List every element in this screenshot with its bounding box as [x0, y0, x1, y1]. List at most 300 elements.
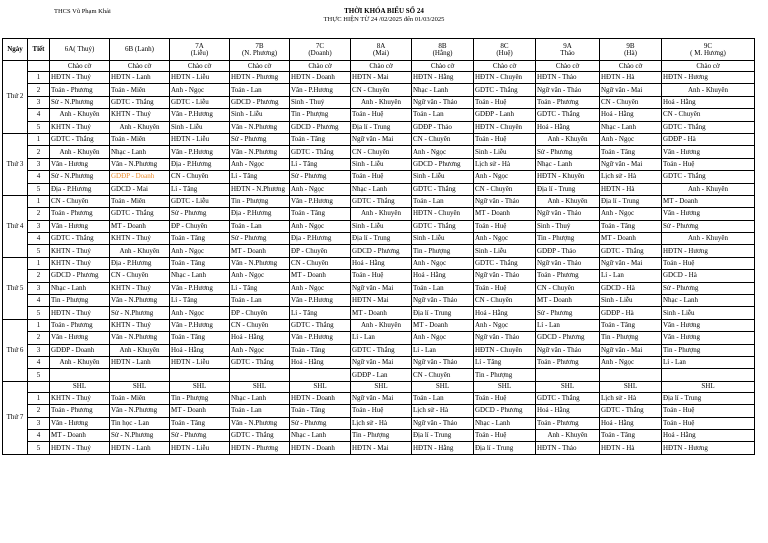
lesson-cell: HĐTN - Phương	[230, 442, 290, 454]
lesson-cell: Anh - Khuyên	[110, 344, 170, 356]
period-row	[3, 121, 755, 133]
lesson-cell: HĐTN - Mai	[351, 442, 412, 454]
lesson-cell: Ngữ văn - Thảo	[536, 344, 600, 356]
lesson-cell: Lí - Tăng	[474, 356, 536, 368]
lesson-cell: HĐTN - Hà	[600, 72, 662, 84]
lesson-cell: Lí - Lan	[536, 319, 600, 331]
lesson-cell: GDTC - Thắng	[110, 208, 170, 220]
period-number: 3	[28, 344, 50, 356]
lesson-cell: Lí - Lan	[662, 356, 755, 368]
shl-cell: SHL	[351, 381, 412, 392]
lesson-cell: Văn - Hương	[50, 220, 110, 232]
header-class: 8B (Hằng)	[412, 39, 474, 61]
period-row	[3, 171, 755, 183]
shl-cell: SHL	[170, 381, 230, 392]
lesson-cell: MT - Doanh	[351, 307, 412, 319]
lesson-cell: Văn - P.Hương	[290, 195, 351, 207]
lesson-cell: CN - Chuyên	[474, 295, 536, 307]
lesson-cell: Lịch sử - Hà	[600, 392, 662, 404]
lesson-cell: Anh - Khuyên	[110, 245, 170, 257]
lesson-cell: GDCD - Hà	[600, 282, 662, 294]
lesson-cell: Anh - Khuyên	[50, 356, 110, 368]
period-number: 2	[28, 270, 50, 282]
lesson-cell: Toán - Phương	[536, 417, 600, 429]
lesson-cell: Toán - Tăng	[600, 429, 662, 441]
lesson-cell: ĐP - Chuyên	[170, 220, 230, 232]
lesson-cell: Lịch sử - Hà	[600, 171, 662, 183]
lesson-cell: Sử - Phương	[662, 220, 755, 232]
lesson-cell: Toán - Huệ	[351, 405, 412, 417]
lesson-cell: Sinh - Liễu	[351, 220, 412, 232]
lesson-cell: Văn - P.Hương	[170, 146, 230, 158]
header-class: 6A( Thuỷ)	[50, 39, 110, 61]
shl-cell: SHL	[290, 381, 351, 392]
lesson-cell: Anh - Ngọc	[170, 307, 230, 319]
lesson-cell: Văn - N.Phương	[110, 332, 170, 344]
lesson-cell: CN - Chuyên	[412, 369, 474, 381]
lesson-cell: MT - Doanh	[474, 208, 536, 220]
lesson-cell: Toán - Lan	[230, 220, 290, 232]
lesson-cell: Địa lí - Trung	[412, 307, 474, 319]
lesson-cell: Ngữ văn - Thảo	[474, 195, 536, 207]
lesson-cell: GDTC - Thắng	[230, 429, 290, 441]
header-day: Ngày	[3, 39, 28, 61]
lesson-cell: Toán - Phương	[50, 208, 110, 220]
lesson-cell: Sử - N.Phương	[110, 307, 170, 319]
lesson-cell: CN - Chuyên	[230, 319, 290, 331]
lesson-cell: Hoá - Hằng	[230, 332, 290, 344]
lesson-cell: Sử - Phương	[290, 171, 351, 183]
lesson-cell: Văn - N.Phương	[110, 295, 170, 307]
lesson-cell: Địa lí - Trung	[351, 121, 412, 133]
lesson-cell: HĐTN - Hương	[662, 72, 755, 84]
lesson-cell: Sinh - Liễu	[662, 307, 755, 319]
lesson-cell: Văn - P.Hương	[170, 109, 230, 121]
header-class: 8C (Huệ)	[474, 39, 536, 61]
lesson-cell: Anh - Khuyên	[351, 96, 412, 108]
lesson-cell: HĐTN - Chuyên	[412, 208, 474, 220]
lesson-cell: Anh - Khuyên	[351, 208, 412, 220]
lesson-cell: KHTN - Thuỷ	[110, 319, 170, 331]
lesson-cell: HĐTN - Hương	[662, 442, 755, 454]
chao-co-cell: Chào cờ	[230, 61, 290, 72]
lesson-cell: Tin - Phượng	[474, 369, 536, 381]
lesson-cell: Toán - Tăng	[170, 332, 230, 344]
period-number: 5	[28, 307, 50, 319]
lesson-cell: Nhạc - Lanh	[662, 295, 755, 307]
lesson-cell: HĐTN - Thuỷ	[50, 72, 110, 84]
period-row	[3, 245, 755, 257]
lesson-cell: Văn - P.Hương	[170, 319, 230, 331]
lesson-cell: KHTN - Thuỷ	[50, 257, 110, 269]
lesson-cell: HĐTN - Chuyên	[474, 344, 536, 356]
chao-co-cell: Chào cờ	[290, 61, 351, 72]
period-number: 4	[28, 171, 50, 183]
lesson-cell: Văn - Hương	[50, 417, 110, 429]
period-row	[3, 146, 755, 158]
lesson-cell: Toán - Lan	[412, 282, 474, 294]
lesson-cell: Toán - Phương	[50, 84, 110, 96]
lesson-cell: Toán - Tăng	[290, 133, 351, 145]
lesson-cell: Lí - Tăng	[230, 171, 290, 183]
lesson-cell: GDTC - Thắng	[600, 405, 662, 417]
lesson-cell: Hoá - Hằng	[536, 121, 600, 133]
lesson-cell: HĐTN - Hằng	[412, 442, 474, 454]
lesson-cell: CN - Chuyên	[351, 84, 412, 96]
lesson-cell: GDCD - Hà	[662, 270, 755, 282]
lesson-cell: Địa - P.Hương	[110, 257, 170, 269]
day-label: Thứ 4	[3, 195, 28, 257]
lesson-cell	[600, 369, 662, 381]
lesson-cell: Tin học - Lan	[110, 417, 170, 429]
lesson-cell: Anh - Ngọc	[412, 332, 474, 344]
lesson-cell: Tin - Phượng	[290, 109, 351, 121]
lesson-cell: Tin - Phượng	[230, 195, 290, 207]
period-row	[3, 220, 755, 232]
chao-co-cell: Chào cờ	[110, 61, 170, 72]
lesson-cell: GDTC - Thắng	[536, 109, 600, 121]
lesson-cell: HĐTN - Thảo	[536, 442, 600, 454]
lesson-cell: Toán - Huệ	[474, 220, 536, 232]
lesson-cell: GDCD - Mai	[110, 183, 170, 195]
lesson-cell: CN - Chuyên	[536, 282, 600, 294]
lesson-cell: Toán - Huệ	[662, 158, 755, 170]
day-label: Thứ 7	[3, 381, 28, 454]
lesson-cell: Anh - Khuyên	[110, 121, 170, 133]
lesson-cell: GDĐP - Thảo	[412, 121, 474, 133]
lesson-cell: Anh - Ngọc	[474, 319, 536, 331]
period-row	[3, 84, 755, 96]
lesson-cell: Ngữ văn - Thảo	[474, 270, 536, 282]
shl-cell: SHL	[230, 381, 290, 392]
lesson-cell: Anh - Ngọc	[474, 171, 536, 183]
period-row	[3, 282, 755, 294]
lesson-cell: Sử - Phương	[662, 282, 755, 294]
lesson-cell: Sinh - Liễu	[230, 109, 290, 121]
lesson-cell: Hoá - Hằng	[290, 356, 351, 368]
lesson-cell: Sử - N.Phương	[110, 429, 170, 441]
lesson-cell: Ngữ văn - Thảo	[412, 356, 474, 368]
lesson-cell: GDTC - Thắng	[290, 146, 351, 158]
lesson-cell: Toán - Tăng	[600, 319, 662, 331]
lesson-cell: HĐTN - Liễu	[170, 133, 230, 145]
lesson-cell: Sử - N.Phương	[50, 171, 110, 183]
lesson-cell	[230, 369, 290, 381]
day-label: Thứ 2	[3, 61, 28, 134]
period-number: 4	[28, 109, 50, 121]
period-number: 1	[28, 392, 50, 404]
lesson-cell: Anh - Ngọc	[230, 344, 290, 356]
lesson-cell: Toán - Huệ	[474, 282, 536, 294]
lesson-cell: Địa lí - Trung	[536, 183, 600, 195]
lesson-cell: Toán - Huệ	[474, 429, 536, 441]
lesson-cell: GDTC - Thắng	[600, 245, 662, 257]
lesson-cell: Văn - Hương	[50, 332, 110, 344]
period-number: 3	[28, 220, 50, 232]
lesson-cell: GDCD - Phương	[412, 158, 474, 170]
lesson-cell: GDĐP - Hà	[662, 133, 755, 145]
lesson-cell: HĐTN - Hương	[662, 245, 755, 257]
lesson-cell: Hoá - Hằng	[170, 344, 230, 356]
period-number: 3	[28, 282, 50, 294]
lesson-cell: Văn - N.Phương	[230, 121, 290, 133]
lesson-cell: Sử - Phương	[536, 146, 600, 158]
lesson-cell: Tin - Phượng	[412, 245, 474, 257]
header-class: 6B (Lanh)	[110, 39, 170, 61]
lesson-cell: CN - Chuyên	[662, 109, 755, 121]
lesson-cell: Toán - Phương	[50, 405, 110, 417]
lesson-cell: Tin - Phượng	[351, 429, 412, 441]
lesson-cell	[50, 369, 110, 381]
day-label: Thứ 3	[3, 133, 28, 195]
lesson-cell: Nhạc - Lanh	[230, 392, 290, 404]
lesson-cell: Toán - Huệ	[662, 405, 755, 417]
period-number: 5	[28, 369, 50, 381]
lesson-cell: Ngữ văn - Thảo	[536, 208, 600, 220]
lesson-cell: Anh - Ngọc	[170, 245, 230, 257]
lesson-cell: Tin - Phượng	[170, 392, 230, 404]
lesson-cell: Toán - Tăng	[290, 208, 351, 220]
lesson-cell: Sử - N.Phương	[50, 96, 110, 108]
period-row	[3, 233, 755, 245]
lesson-cell: CN - Chuyên	[170, 171, 230, 183]
chao-co-cell: Chào cờ	[412, 61, 474, 72]
chao-co-row	[3, 61, 755, 72]
lesson-cell: Lí - Tăng	[290, 307, 351, 319]
chao-co-cell: Chào cờ	[170, 61, 230, 72]
lesson-cell: Sử - Phương	[230, 133, 290, 145]
lesson-cell	[662, 369, 755, 381]
lesson-cell: Tin - Phượng	[50, 295, 110, 307]
lesson-cell: Toán - Huệ	[662, 257, 755, 269]
lesson-cell	[110, 369, 170, 381]
lesson-cell: Địa - P.Hương	[50, 183, 110, 195]
lesson-cell: MT - Doanh	[110, 220, 170, 232]
header-class: 7C (Doanh)	[290, 39, 351, 61]
lesson-cell: GDTC - Liễu	[170, 195, 230, 207]
lesson-cell: HĐTN - Chuyên	[474, 72, 536, 84]
lesson-cell: Anh - Khuyên	[536, 429, 600, 441]
period-row	[3, 183, 755, 195]
lesson-cell: Văn - N.Phương	[110, 405, 170, 417]
lesson-cell: Toán - Lan	[230, 405, 290, 417]
lesson-cell: Tin - Phượng	[600, 332, 662, 344]
lesson-cell: CN - Chuyên	[110, 270, 170, 282]
lesson-cell: HĐTN - Khuyên	[536, 171, 600, 183]
lesson-cell: Toán - Tăng	[600, 220, 662, 232]
period-number: 2	[28, 146, 50, 158]
lesson-cell: Địa - P.Hương	[170, 158, 230, 170]
period-number: 1	[28, 133, 50, 145]
lesson-cell: Sinh - Liễu	[474, 146, 536, 158]
lesson-cell: Nhạc - Lanh	[351, 183, 412, 195]
lesson-cell: Nhạc - Lanh	[474, 417, 536, 429]
lesson-cell: Văn - P.Hương	[170, 282, 230, 294]
period-number: 1	[28, 195, 50, 207]
lesson-cell: Sử - Phương	[230, 233, 290, 245]
lesson-cell: Toán - Lan	[412, 109, 474, 121]
lesson-cell: Địa lí - Trung	[351, 233, 412, 245]
chao-co-cell: Chào cờ	[536, 61, 600, 72]
lesson-cell: Anh - Ngọc	[600, 208, 662, 220]
period-row	[3, 257, 755, 269]
lesson-cell: HĐTN - Chuyên	[474, 121, 536, 133]
lesson-cell: GDTC - Thắng	[230, 356, 290, 368]
lesson-cell: GDTC - Thắng	[536, 392, 600, 404]
lesson-cell: CN - Chuyên	[351, 146, 412, 158]
lesson-cell: Anh - Khuyên	[662, 233, 755, 245]
page-title: THỜI KHÓA BIỂU SỐ 24	[344, 7, 424, 15]
lesson-cell: Ngữ văn - Mai	[351, 133, 412, 145]
lesson-cell: GDĐP - Doanh	[110, 171, 170, 183]
lesson-cell	[536, 369, 600, 381]
period-number: 3	[28, 96, 50, 108]
period-number: 4	[28, 356, 50, 368]
lesson-cell: Anh - Khuyên	[50, 146, 110, 158]
lesson-cell: Văn - P.Hương	[290, 332, 351, 344]
lesson-cell: HĐTN - Doanh	[290, 442, 351, 454]
lesson-cell: Lịch sử - Hà	[412, 405, 474, 417]
period-row	[3, 96, 755, 108]
lesson-cell	[170, 369, 230, 381]
lesson-cell: MT - Doanh	[662, 195, 755, 207]
lesson-cell: Anh - Ngọc	[290, 220, 351, 232]
lesson-cell: GDTC - Thắng	[662, 171, 755, 183]
page-subtitle: THỰC HIỆN TỪ 24 /02/2025 đến 01/03/2025	[323, 16, 445, 23]
lesson-cell: Lí - Tăng	[170, 295, 230, 307]
lesson-cell: Văn - P.Hương	[290, 84, 351, 96]
lesson-cell: Sinh - Liễu	[412, 171, 474, 183]
shl-cell: SHL	[412, 381, 474, 392]
lesson-cell: HĐTN - Thuỷ	[50, 307, 110, 319]
shl-cell: SHL	[474, 381, 536, 392]
lesson-cell: HĐTN - Phương	[230, 72, 290, 84]
lesson-cell: Anh - Khuyên	[662, 183, 755, 195]
period-number: 2	[28, 84, 50, 96]
lesson-cell: Ngữ văn - Mai	[351, 282, 412, 294]
header-period: Tiết	[28, 39, 50, 61]
lesson-cell: Nhạc - Lanh	[412, 84, 474, 96]
lesson-cell: Ngữ văn - Thảo	[536, 84, 600, 96]
lesson-cell: GDTC - Thắng	[412, 220, 474, 232]
lesson-cell: Sinh - Liễu	[351, 158, 412, 170]
lesson-cell: Sinh - Thuỷ	[290, 96, 351, 108]
lesson-cell: GDĐP - Hà	[600, 307, 662, 319]
period-number: 5	[28, 245, 50, 257]
lesson-cell: KHTN - Thuỷ	[50, 245, 110, 257]
lesson-cell: Hoá - Hằng	[662, 96, 755, 108]
lesson-cell: HĐTN - N.Phương	[230, 183, 290, 195]
lesson-cell: Anh - Khuyên	[662, 84, 755, 96]
lesson-cell: Lí - Lan	[351, 332, 412, 344]
lesson-cell: Toán - Huệ	[351, 109, 412, 121]
lesson-cell: Văn - N.Phương	[230, 146, 290, 158]
lesson-cell: GDCD - Phương	[50, 270, 110, 282]
lesson-cell: Anh - Khuyên	[536, 133, 600, 145]
lesson-cell: GDTC - Thắng	[474, 257, 536, 269]
lesson-cell: Sử - Phương	[290, 417, 351, 429]
lesson-cell: Toán - Lan	[412, 392, 474, 404]
timetable	[2, 38, 755, 455]
lesson-cell: HĐTN - Liễu	[170, 72, 230, 84]
lesson-cell: Ngữ văn - Mai	[600, 257, 662, 269]
period-number: 2	[28, 332, 50, 344]
lesson-cell: Ngữ văn - Mai	[600, 344, 662, 356]
period-row	[3, 332, 755, 344]
period-row	[3, 295, 755, 307]
period-row	[3, 319, 755, 331]
lesson-cell: GDTC - Thắng	[110, 96, 170, 108]
period-number: 1	[28, 319, 50, 331]
lesson-cell: Địa lí - Trung	[412, 429, 474, 441]
period-row	[3, 158, 755, 170]
lesson-cell: Ngữ văn - Mai	[600, 158, 662, 170]
lesson-cell: Toán - Phương	[50, 319, 110, 331]
empty-cell	[28, 61, 50, 72]
lesson-cell: Địa lí - Trung	[662, 392, 755, 404]
lesson-cell: Nhạc - Lanh	[50, 282, 110, 294]
lesson-cell: Anh - Ngọc	[230, 158, 290, 170]
period-row	[3, 270, 755, 282]
lesson-cell: Lí - Tăng	[230, 282, 290, 294]
lesson-cell: Sử - Phương	[536, 307, 600, 319]
lesson-cell: GDTC - Thắng	[351, 195, 412, 207]
lesson-cell: Tin - Phượng	[662, 344, 755, 356]
day-label: Thứ 6	[3, 319, 28, 381]
header-class: 9A Thảo	[536, 39, 600, 61]
header-class: 7B (N. Phương)	[230, 39, 290, 61]
lesson-cell: Anh - Ngọc	[290, 183, 351, 195]
chao-co-cell: Chào cờ	[50, 61, 110, 72]
lesson-cell: MT - Doanh	[600, 233, 662, 245]
lesson-cell: Nhạc - Lanh	[170, 270, 230, 282]
period-row	[3, 307, 755, 319]
lesson-cell: KHTN - Thuỷ	[50, 121, 110, 133]
shl-cell: SHL	[536, 381, 600, 392]
lesson-cell: Toán - Huệ	[351, 270, 412, 282]
lesson-cell: Địa - P.Hương	[290, 233, 351, 245]
lesson-cell: Hoá - Hằng	[662, 429, 755, 441]
period-row	[3, 109, 755, 121]
lesson-cell: Toán - Phương	[536, 96, 600, 108]
lesson-cell: Anh - Ngọc	[170, 84, 230, 96]
lesson-cell: Toán - Phương	[536, 356, 600, 368]
lesson-cell: Sinh - Liễu	[600, 295, 662, 307]
lesson-cell: Địa lí - Trung	[600, 195, 662, 207]
lesson-cell: Toán - Huệ	[351, 171, 412, 183]
lesson-cell: Toán - Huệ	[662, 417, 755, 429]
lesson-cell: GDTC - Liễu	[170, 96, 230, 108]
lesson-cell: Sinh - Liễu	[412, 233, 474, 245]
lesson-cell: MT - Doanh	[230, 245, 290, 257]
header-class: 9C ( M. Hương)	[662, 39, 755, 61]
shl-row	[3, 381, 755, 392]
lesson-cell: Lí - Lan	[412, 344, 474, 356]
lesson-cell: Toán - Miên	[110, 84, 170, 96]
lesson-cell: Địa - P.Hương	[230, 208, 290, 220]
school-name: THCS Vũ Phạm Khải	[54, 8, 111, 15]
shl-cell: SHL	[600, 381, 662, 392]
lesson-cell: Nhạc - Lanh	[600, 121, 662, 133]
period-row	[3, 405, 755, 417]
period-number: 1	[28, 257, 50, 269]
period-number: 2	[28, 405, 50, 417]
lesson-cell: Anh - Ngọc	[230, 270, 290, 282]
lesson-cell: Văn - Hương	[662, 332, 755, 344]
lesson-cell: Văn - Hương	[50, 158, 110, 170]
lesson-cell: Toán - Miên	[110, 392, 170, 404]
period-row	[3, 208, 755, 220]
